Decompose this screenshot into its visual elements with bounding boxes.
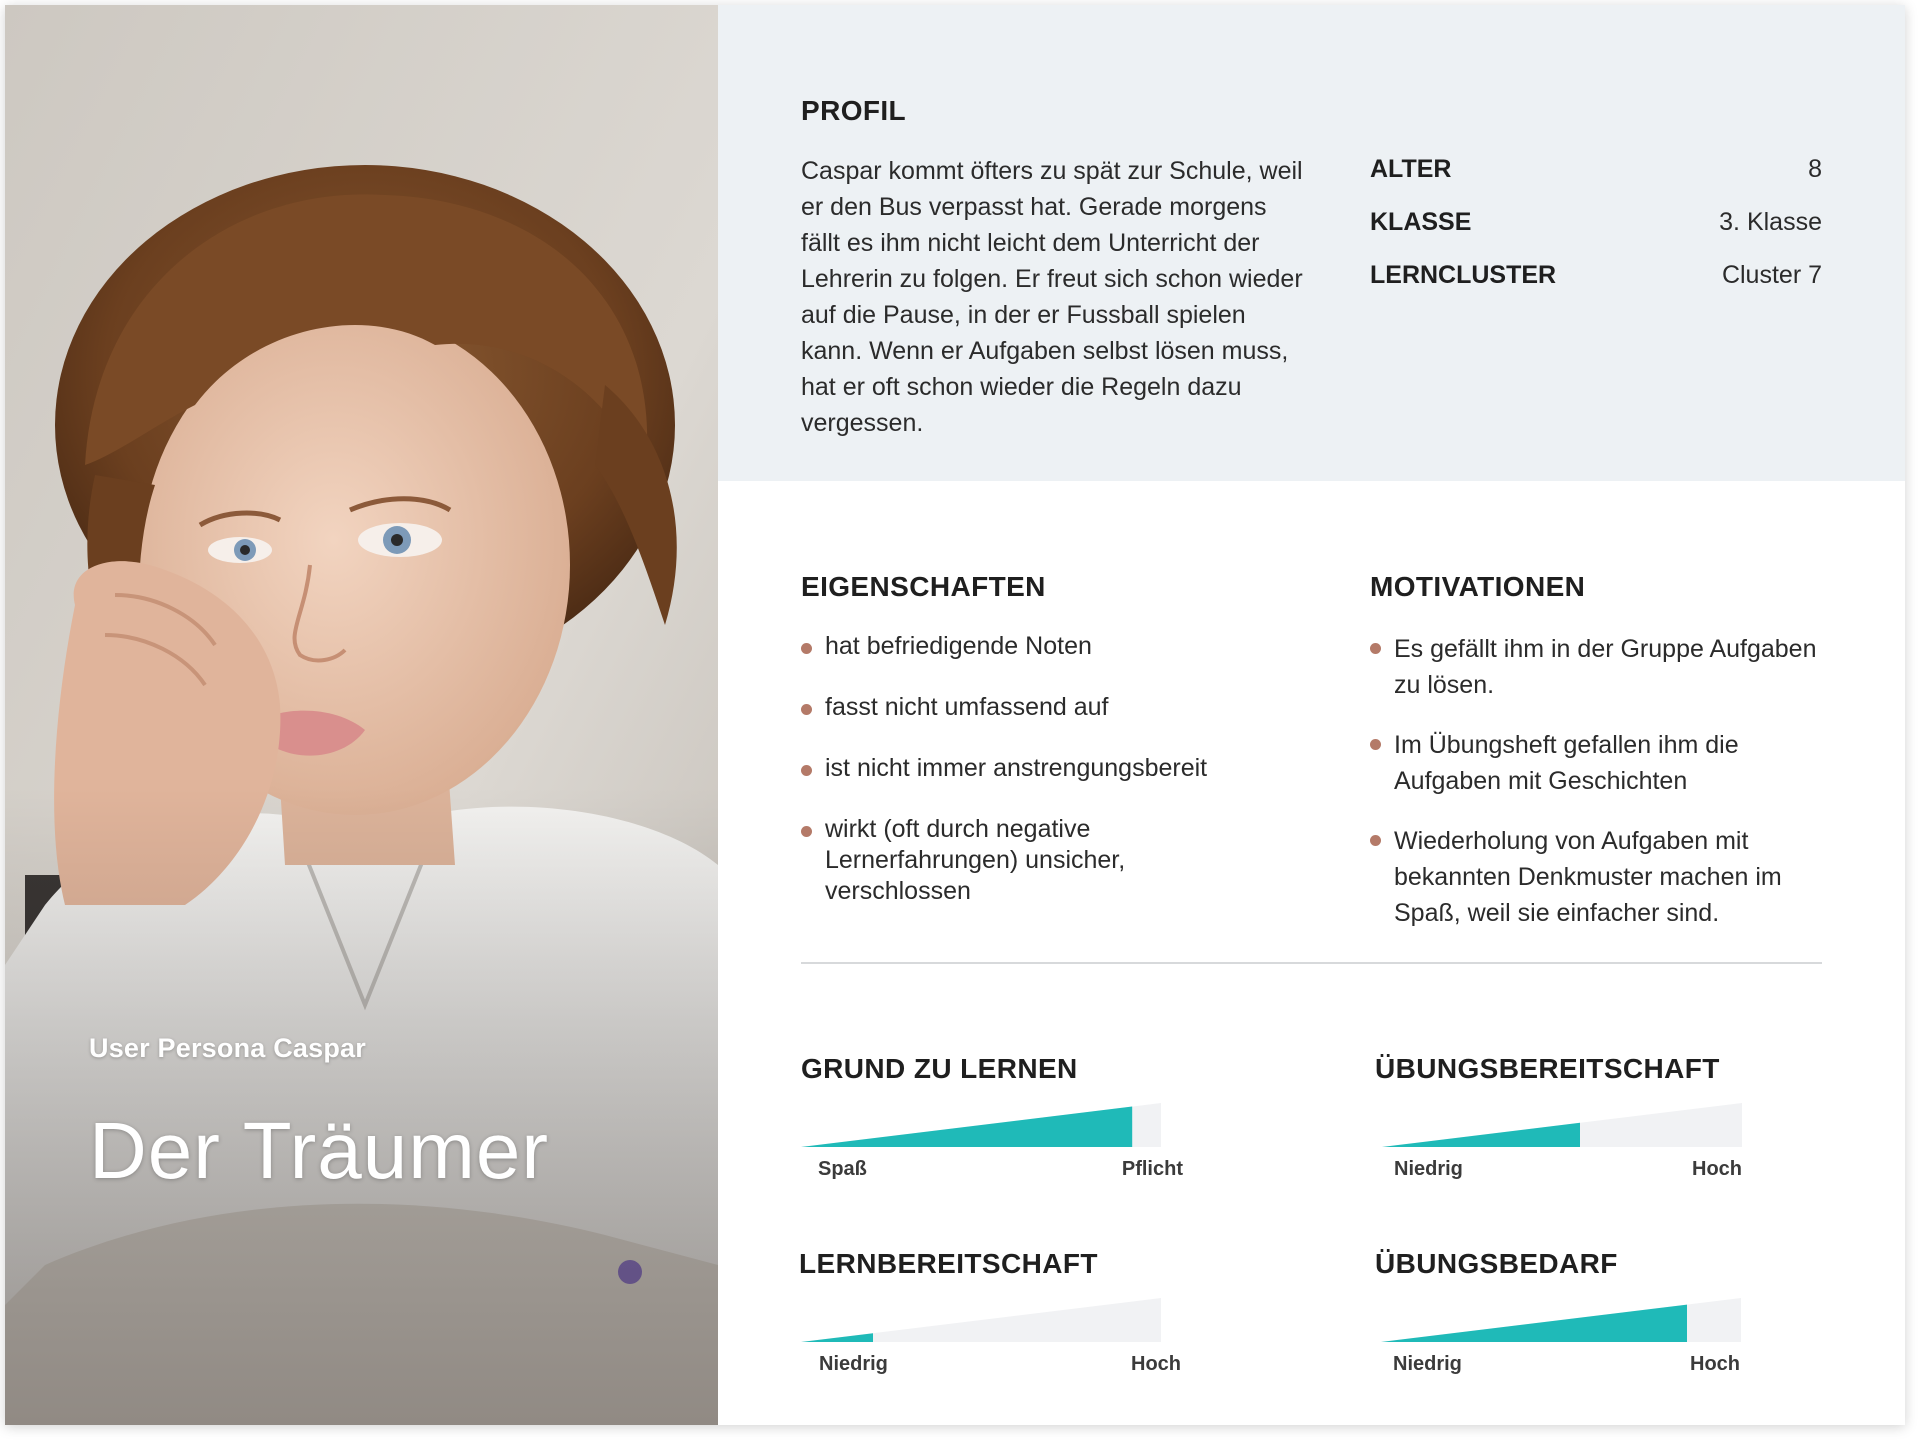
list-item: hat befriedigende Noten [801, 631, 1271, 662]
traits-heading: EIGENSCHAFTEN [801, 571, 1046, 602]
meter-heading-practice-readiness: ÜBUNGSBEREITSCHAFT [1375, 1053, 1720, 1084]
list-item: Im Übungsheft gefallen ihm die Aufgaben mit Geschichten [1370, 727, 1825, 799]
meter-high-label: Hoch [1690, 1353, 1740, 1375]
meter-bar [1382, 1100, 1742, 1150]
motivations-list [1370, 631, 1825, 931]
meter-low-label: Spaß [818, 1158, 867, 1180]
list-item: Wiederholung von Aufgaben mit bekannten Denkmuster machen im Spaß, weil sie einfacher sind. [1370, 823, 1825, 931]
meter-fill [801, 1107, 1132, 1147]
fact-row-age [1370, 155, 1822, 208]
meter-high-label: Hoch [1692, 1158, 1742, 1180]
fact-key: KLASSE [1370, 208, 1472, 236]
meter-learning-reason [801, 1100, 1161, 1150]
fact-key: ALTER [1370, 155, 1452, 183]
bullet-icon [1370, 835, 1381, 846]
fact-key: LERNCLUSTER [1370, 261, 1557, 289]
fact-row-class [1370, 208, 1822, 261]
traits-list [801, 631, 1271, 907]
profile-description: Caspar kommt öfters zu spät zur Schule, weil er den Bus verpasst hat. Gerade morgens fällt es ihm nicht leicht dem Unterricht der Lehrerin zu folgen. Er freut sich schon wieder auf die Pause, in der er Fussball spielen kann. Wenn er Aufgaben selbst lösen muss, hat er oft schon wieder die Regeln dazu vergessen. [801, 157, 1303, 437]
fact-row-cluster [1370, 261, 1822, 314]
list-item: ist nicht immer anstrengungsbereit [801, 753, 1271, 784]
boy-portrait-illustration [5, 5, 718, 1425]
meter-bar [801, 1295, 1161, 1345]
meter-heading-learning-readiness: LERNBEREITSCHAFT [799, 1248, 1098, 1279]
list-item: Es gefällt ihm in der Gruppe Aufgaben zu lösen. [1370, 631, 1825, 703]
motivations-heading: MOTIVATIONEN [1370, 571, 1586, 602]
bullet-icon [1370, 643, 1381, 654]
profile-facts [1370, 155, 1822, 314]
meter-heading-practice-need: ÜBUNGSBEDARF [1375, 1248, 1618, 1279]
fact-value: 3. Klasse [1719, 208, 1822, 236]
bullet-icon [801, 704, 812, 715]
meter-high-label: Hoch [1131, 1353, 1181, 1375]
persona-subtitle: User Persona Caspar [89, 1033, 366, 1063]
persona-title: Der Träumer [89, 1106, 549, 1195]
meter-heading-learning-reason: GRUND ZU LERNEN [801, 1053, 1078, 1084]
meter-low-label: Niedrig [1394, 1158, 1463, 1180]
fact-value: 8 [1808, 155, 1822, 183]
meter-high-label: Pflicht [1121, 1158, 1183, 1180]
list-item: fasst nicht umfassend auf [801, 692, 1271, 723]
bullet-icon [801, 765, 812, 776]
persona-photo [5, 5, 718, 1425]
bullet-icon [801, 826, 812, 837]
fact-value: Cluster 7 [1721, 261, 1822, 289]
meter-fill [1382, 1123, 1580, 1147]
meter-practice-readiness [1382, 1100, 1742, 1150]
meter-fill [1381, 1305, 1687, 1342]
meter-fill [801, 1333, 873, 1342]
bullet-icon [801, 643, 812, 654]
meter-low-label: Niedrig [1393, 1353, 1462, 1375]
meter-bar [1381, 1295, 1741, 1345]
persona-details [718, 5, 1905, 1425]
list-item: wirkt (oft durch negative Lernerfahrungen) unsicher, verschlossen [801, 814, 1271, 907]
meter-bar [801, 1100, 1161, 1150]
meter-practice-need [1381, 1295, 1741, 1345]
section-divider [801, 962, 1822, 964]
persona-page [5, 5, 1905, 1425]
profile-heading: PROFIL [801, 95, 907, 126]
meter-low-label: Niedrig [819, 1353, 888, 1375]
bullet-icon [1370, 739, 1381, 750]
meter-learning-readiness [801, 1295, 1161, 1345]
profile-section [718, 5, 1905, 481]
